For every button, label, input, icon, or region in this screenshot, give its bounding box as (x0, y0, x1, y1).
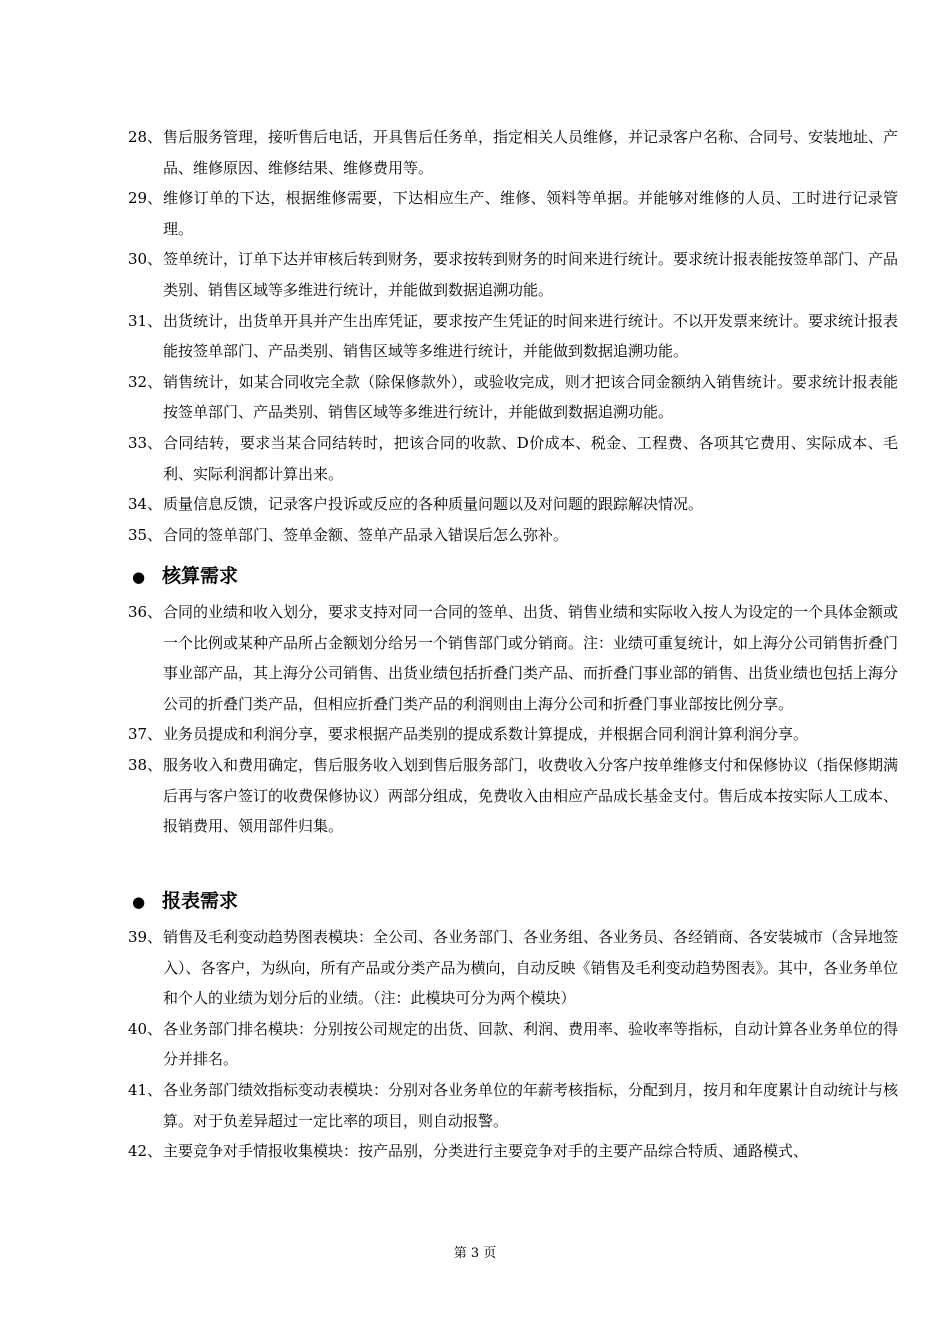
list-item (128, 719, 898, 750)
item-number: 29、 (128, 189, 163, 208)
list-item (128, 1014, 898, 1075)
section-heading-text: 报表需求 (162, 890, 239, 912)
section-heading-accounting (132, 561, 238, 592)
item-number: 40、 (128, 1019, 163, 1038)
item-text: 销售统计，如某合同收完全款（除保修款外），或验收完成，则才把该合同金额纳入销售统计。要求统计报表能按签单部门、产品类别、销售区域等多维进行统计，并能做到数据追溯功能。 (163, 372, 898, 422)
item-number: 28、 (128, 128, 163, 146)
item-text: 合同的业绩和收入划分，要求支持对同一合同的签单、出货、销售业绩和实际收入按人为设定的一个具体金额或一个比例或某种产品所占金额划分给另一个销售部门或分销商。注：业绩可重复统计，如上海分公司销售折叠门事业部产品，其上海分公司销售、出货业绩包括折叠门类产品、而折叠门事业部的销售、出货业绩也包括上海分公司的折叠门类产品，但相应折叠门类产品的利润则由上海分公司和折叠门事业部按比例分享。 (163, 603, 899, 713)
list-item (128, 244, 898, 305)
requirements-list-reports (128, 922, 898, 1167)
item-number: 30、 (128, 250, 163, 269)
item-number: 32、 (128, 372, 163, 391)
item-number: 39、 (128, 928, 163, 946)
item-text: 业务员提成和利润分享，要求根据产品类别的提成系数计算提成，并根据合同利润计算利润分享。 (163, 725, 809, 744)
item-text: 质量信息反馈，记录客户投诉或反应的各种质量问题以及对问题的跟踪解决情况。 (163, 495, 704, 514)
list-item (128, 122, 898, 183)
item-text: 服务收入和费用确定，售后服务收入划到售后服务部门，收费收入分客户按单维修支付和保修协议（指保修期满后再与客户签订的收费保修协议）两部分组成，免费收入由相应产品成长基金支付。售后成本按实际人工成本、报销费用、领用部件归集。 (163, 755, 899, 836)
list-item (128, 1136, 898, 1167)
item-number: 35、 (128, 525, 163, 544)
list-item (128, 597, 898, 719)
bullet-icon: ● (132, 893, 146, 911)
requirements-list-part1 (128, 122, 898, 550)
list-item (128, 306, 898, 367)
item-text: 售后服务管理，接听售后电话，开具售后任务单，指定相关人员维修，并记录客户名称、合同号、安装地址、产品、维修原因、维修结果、维修费用等。 (163, 128, 899, 177)
list-item (128, 750, 898, 842)
item-text: 主要竞争对手情报收集模块：按产品别，分类进行主要竞争对手的主要产品综合特质、通路模式、 (163, 1142, 809, 1161)
item-text: 各业务部门绩效指标变动表模块：分别对各业务单位的年薪考核指标，分配到月，按月和年度累计自动统计与核算。对于负差异超过一定比率的项目，则自动报警。 (163, 1080, 899, 1130)
section-heading-text: 核算需求 (162, 565, 239, 587)
list-item (128, 489, 898, 520)
item-text: 各业务部门排名模块：分别按公司规定的出货、回款、利润、费用率、验收率等指标，自动计算各业务单位的得分并排名。 (163, 1019, 899, 1069)
requirements-list-accounting (128, 597, 898, 842)
item-number: 37、 (128, 725, 163, 744)
bullet-icon: ● (132, 568, 146, 586)
list-item (128, 520, 898, 551)
page-number-footer: 第 3 页 (453, 1246, 497, 1261)
item-text: 出货统计，出货单开具并产生出库凭证，要求按产生凭证的时间来进行统计。不以开发票来统计。要求统计报表能按签单部门、产品类别、销售区域等多维进行统计，并能做到数据追溯功能。 (163, 311, 899, 361)
item-number: 31、 (128, 311, 163, 330)
item-text: 维修订单的下达，根据维修需要，下达相应生产、维修、领料等单据。并能够对维修的人员、工时进行记录管理。 (163, 189, 898, 238)
item-number: 42、 (128, 1142, 163, 1161)
item-text: 签单统计，订单下达并审核后转到财务，要求按转到财务的时间来进行统计。要求统计报表能按签单部门、产品类别、销售区域等多维进行统计，并能做到数据追溯功能。 (163, 250, 899, 299)
item-number: 34、 (128, 495, 163, 514)
section-heading-reports (132, 886, 238, 917)
list-item (128, 428, 898, 489)
item-text: 合同结转，要求当某合同结转时，把该合同的收款、D价成本、税金、工程费、各项其它费用、实际成本、毛利、实际利润都计算出来。 (163, 433, 898, 483)
list-item (128, 922, 898, 1014)
list-item (128, 1075, 898, 1136)
item-number: 33、 (128, 433, 163, 452)
item-number: 36、 (128, 603, 163, 621)
item-number: 41、 (128, 1080, 163, 1099)
item-text: 销售及毛利变动趋势图表模块：全公司、各业务部门、各业务组、各业务员、各经销商、各安装城市（含异地签入）、各客户，为纵向，所有产品或分类产品为横向，自动反映《销售及毛利变动趋势图表》。其中，各业务单位和个人的业绩为划分后的业绩。（注：此模块可分为两个模块） (163, 928, 899, 1008)
list-item (128, 183, 898, 244)
list-item (128, 367, 898, 428)
item-number: 38、 (128, 755, 163, 774)
item-text: 合同的签单部门、签单金额、签单产品录入错误后怎么弥补。 (163, 525, 569, 544)
